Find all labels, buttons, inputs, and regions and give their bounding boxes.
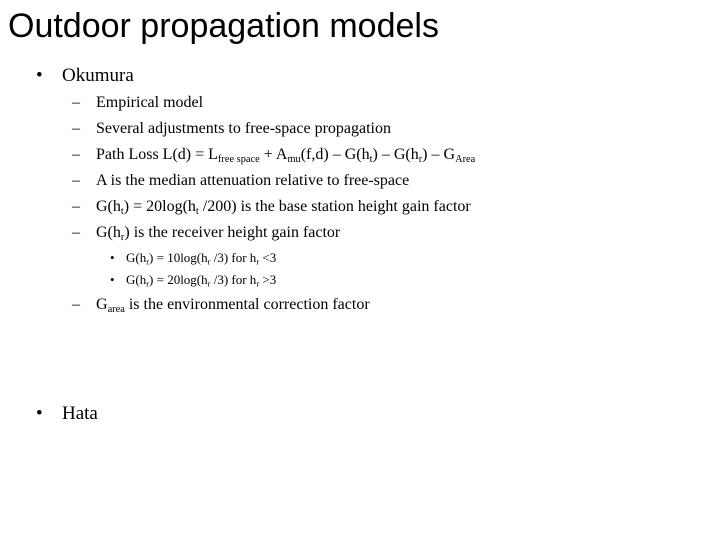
dash-marker: – xyxy=(72,296,80,313)
bullet-marker: • xyxy=(36,65,43,86)
list-item: – Empirical model xyxy=(72,94,204,111)
dash-marker: – xyxy=(72,120,80,137)
page-title: Outdoor propagation models xyxy=(8,7,439,45)
bullet-okumura xyxy=(36,65,134,87)
list-item: – $G(h_t) = 20\log(h_t$ /200) is the base station height gain factor xyxy=(72,198,471,218)
sub-list-item: • $G(h_r) = 10\log(h_r$ /3) for $h_r <3$ xyxy=(110,250,277,267)
dash-marker: – xyxy=(72,198,80,215)
okumura-label: Okumura xyxy=(62,65,134,86)
list-item: – A is the median attenuation relative to free-space xyxy=(72,172,410,189)
list-item: – $G_{area}$ is the environmental correction factor xyxy=(72,296,370,316)
bullet-marker: • xyxy=(110,250,115,265)
list-item: – Several adjustments to free-space propagation xyxy=(72,120,391,137)
bullet-marker: • xyxy=(110,272,115,287)
bullet-hata xyxy=(36,403,98,425)
bullet-marker: • xyxy=(36,403,43,424)
list-item: – Path Loss $L(d) = L_{free space} + A_{mu}(f,d) - G(h_t) - G(h_r) - G_{Area}$ xyxy=(72,146,476,166)
hata-label: Hata xyxy=(62,403,98,424)
dash-marker: – xyxy=(72,224,80,241)
dash-marker: – xyxy=(72,146,80,163)
dash-marker: – xyxy=(72,94,80,111)
sub-list-item: • $G(h_r) = 20\log(h_r$ /3) for $h_r >3$ xyxy=(110,272,277,289)
dash-marker: – xyxy=(72,172,80,189)
list-item: – $G(h_r)$ is the receiver height gain factor xyxy=(72,224,341,244)
